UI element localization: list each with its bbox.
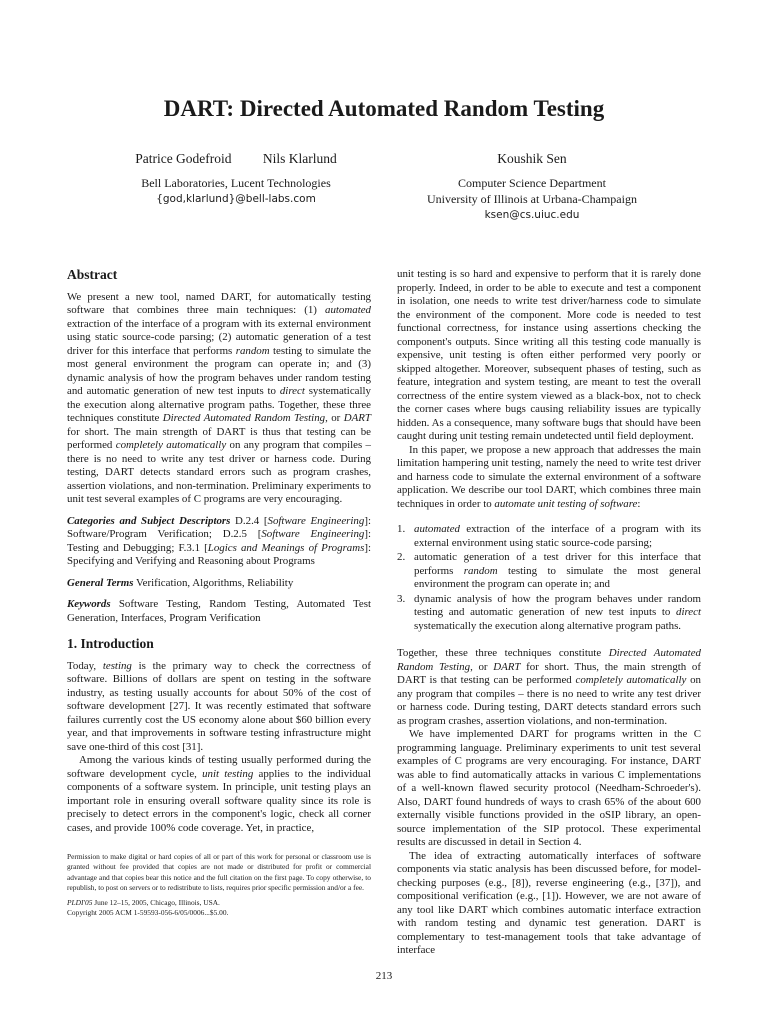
list-item: 2. automatic generation of a test driver for this interface that performs random testing to simulate the most general environment the program can operate in; and	[397, 551, 701, 590]
intro-paragraph: Among the various kinds of testing usually performed during the software development cycle, unit testing applies to the individual components of a software system. In principle, unit testing plays an important role in ensuring overall software quality since its role is precisely to detect errors in the component's logic, check all corner cases, and provide 100% code coverage. Yet, in practice,	[67, 754, 371, 834]
author-name: Nils Klarlund	[262, 151, 337, 166]
abstract-text: We present a new tool, named DART, for automatically testing software that combines three main techniques: (1) automated extraction of the interface of a program with its external environment using static source-code parsing; (2) automatic generation of a test driver for this interface that performs random testing to simulate the most general environment the program can operate in; and (3) dynamic analysis of how the program behaves under random testing and automatic generation of new test inputs to direct systematically the execution along alternative program paths. Together, these three techniques constitute Directed Automated Random Testing, or DART for short. The main strength of DART is thus that testing can be performed completely automatically on any program that compiles – there is no need to write any test driver or harness code. During testing, DART detects standard errors such as program crashes, assertion violations, and non-termination. Preliminary experiments to unit test several examples of C programs are very encouraging.	[67, 290, 372, 505]
section-heading-introduction: 1. Introduction	[67, 636, 154, 651]
keywords: Keywords Software Testing, Random Testing, Automated Test Generation, Interfaces, Program Verification	[67, 598, 371, 624]
author-names-right	[410, 151, 654, 167]
permission-notice: Permission to make digital or hard copies of all or part of this work for personal or classroom use is granted without fee provided that copies are not made or distributed for profit or commercial advantage and that copies bear this notice and the full citation on the first page. To copy otherwise, to republish, to post on servers or to redistribute to lists, requires prior specific permission and/or a fee.	[67, 852, 371, 893]
copyright-footnote	[67, 852, 371, 918]
author-names-left	[110, 151, 362, 167]
page-number: 213	[375, 970, 393, 982]
author-block-left	[110, 151, 362, 207]
right-column	[397, 268, 701, 958]
body-paragraph: unit testing is so hard and expensive to perform that it is rarely done properly. Indeed, in order to be able to execute and test a component in isolation, one needs to write test driver/harness code to simulate the environment of the component. More code is needed to test functional correctness, for instance using assertions checking the component's outputs. Since writing all this testing code manually is expensive, unit testing is often either performed very poorly or skipped altogether. Moreover, subsequent phases of testing, such as feature, integration and system testing, are meant to test the overall correctness of the entire system viewed as a black-box, not to check the corner cases where bugs causing reliability issues are typically hidden. As a consequence, many software bugs that should have been caught during unit testing remain undetected until field deployment.	[397, 268, 701, 442]
body-paragraph: Together, these three techniques constitute Directed Automated Random Testing, or DART for short. Thus, the main strength of DART is that testing can be performed completely automatically on any program that compiles – there is no need to write any test driver or harness code. During testing, DART detects standard errors such as program crashes, assertion violations, and non-termination.	[397, 647, 702, 727]
conference-info: PLDI'05 June 12–15, 2005, Chicago, Illinois, USA.	[67, 897, 220, 907]
left-column	[67, 268, 371, 835]
author-block-right	[410, 151, 654, 223]
general-terms: General Terms Verification, Algorithms, Reliability	[67, 576, 294, 589]
author-university: University of Illinois at Urbana-Champaign	[427, 192, 637, 206]
author-affiliation: Bell Laboratories, Lucent Technologies	[141, 176, 331, 190]
body-paragraph: We have implemented DART for programs written in the C programming language. Preliminary experiments to unit test several examples of C programs are very encouraging. For instance, DART was able to find automatically attacks in various C implementations of a well-known flawed security protocol (Needham-Schroeder's). Also, DART found hundreds of ways to crash 65% of the about 600 externally visible functions provided in the oSIP library, an open-source implementation of the SIP protocol. These experimental results are discussed in detail in Section 4.	[397, 728, 701, 848]
author-email: {god,klarlund}@bell-labs.com	[156, 193, 316, 205]
abstract-heading: Abstract	[67, 267, 118, 282]
copyright-line: Copyright 2005 ACM 1-59593-056-6/05/0006...$5.00.	[67, 908, 229, 918]
body-paragraph: The idea of extracting automatically interfaces of software components via static analysis has been discussed before, for model-checking purposes (e.g., [8]), reverse engineering (e.g., [37]), and compositional verification (e.g., [1]). However, we are not aware of any tool like DART which combines automatic interface extraction with random testing and dynamic test generation. DART is complementary to test-management tools that take advantage of interface	[397, 849, 701, 956]
categories-descriptors: Categories and Subject Descriptors D.2.4 [Software Engineering]: Software/Program Verification; D.2.5 [Software Engineering]: Testing and Debugging; F.3.1 [Logics and Meanings of Programs]: Specifying and Verifying and Reasoning about Programs	[67, 514, 372, 567]
paper-title: DART: Directed Automated Random Testing	[163, 96, 605, 121]
list-item: 3. dynamic analysis of how the program behaves under random testing and automatic generation of new test inputs to direct systematically the execution along alternative program paths.	[397, 592, 701, 632]
list-item: 1. automated extraction of the interface of a program with its external environment using static source-code parsing;	[397, 523, 701, 549]
author-email: ksen@cs.uiuc.edu	[484, 209, 580, 221]
technique-list	[397, 523, 701, 633]
author-department: Computer Science Department	[458, 176, 606, 190]
author-name: Patrice Godefroid	[135, 151, 232, 166]
body-paragraph: In this paper, we propose a new approach that addresses the main limitation hampering unit testing, namely the need to write test driver and harness code to simulate the external environment of a software application. We describe our tool DART, which combines three main techniques in order to automate unit testing of software:	[397, 443, 701, 510]
intro-paragraph: Today, testing is the primary way to check the correctness of software. Billions of dollars are spent on testing in the software industry, as testing usually accounts for about 50% of the cost of software development [27]. It was recently estimated that software failures currently cost the US economy alone about $60 billion every year, and that improvements in software testing infrastructure might save one-third of this cost [31].	[67, 659, 371, 753]
author-name: Koushik Sen	[497, 151, 567, 166]
